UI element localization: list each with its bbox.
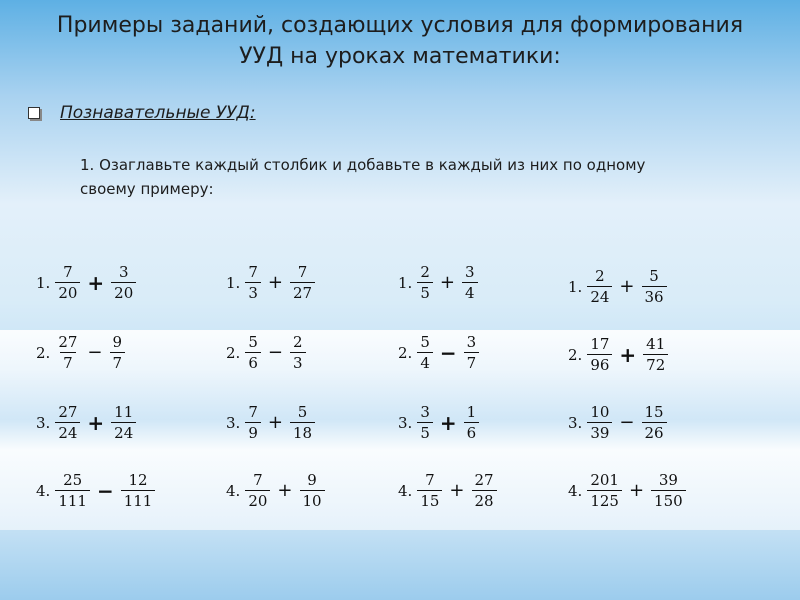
numerator: 2 — [595, 267, 605, 285]
example-c1-1 — [36, 262, 139, 303]
example-c3-3 — [398, 402, 482, 443]
fraction — [587, 334, 612, 375]
example-c1-2 — [36, 332, 128, 373]
operator: − — [87, 342, 103, 363]
numerator: 1 — [466, 403, 477, 421]
fraction — [110, 332, 126, 373]
fraction — [300, 470, 325, 511]
numerator: 3 — [118, 263, 129, 281]
numerator: 5 — [297, 403, 308, 421]
fraction — [651, 470, 686, 511]
operator: − — [619, 412, 635, 433]
fraction — [55, 332, 80, 373]
numerator: 7 — [425, 471, 435, 489]
operator: + — [267, 412, 283, 433]
example-c4-2 — [568, 334, 671, 375]
title-line-1: Примеры заданий, создающих условия для формирования — [56, 13, 744, 38]
denominator: 28 — [472, 490, 497, 511]
fraction — [462, 262, 478, 303]
example-c3-4 — [398, 470, 500, 511]
fraction — [55, 262, 80, 303]
checkbox-bullet-icon — [28, 107, 40, 119]
fraction — [642, 266, 667, 307]
task-text — [80, 153, 760, 201]
operator: − — [267, 342, 283, 363]
fraction — [472, 470, 497, 511]
numerator: 5 — [420, 333, 430, 351]
denominator: 6 — [464, 422, 480, 443]
fraction — [417, 332, 433, 373]
operator: + — [619, 276, 635, 297]
example-number: 4. — [36, 481, 51, 500]
denominator: 20 — [245, 490, 270, 511]
numerator: 27 — [58, 333, 78, 351]
fraction — [55, 402, 80, 443]
denominator: 10 — [300, 490, 325, 511]
denominator: 150 — [651, 490, 686, 511]
example-c3-2 — [398, 332, 482, 373]
numerator: 27 — [474, 471, 494, 489]
example-number: 4. — [398, 481, 413, 500]
example-c1-3 — [36, 402, 139, 443]
example-number: 2. — [226, 343, 241, 362]
example-number: 3. — [36, 413, 51, 432]
numerator: 3 — [464, 263, 475, 281]
denominator: 20 — [55, 282, 80, 303]
example-c3-1 — [398, 262, 481, 303]
numerator: 5 — [248, 333, 258, 351]
denominator: 72 — [643, 354, 668, 375]
operator: + — [619, 342, 637, 367]
example-c4-1 — [568, 266, 670, 307]
example-number: 1. — [36, 273, 51, 292]
operator: + — [277, 480, 293, 501]
numerator: 2 — [420, 263, 430, 281]
numerator: 41 — [646, 335, 666, 353]
fraction — [245, 470, 270, 511]
example-c1-4 — [36, 470, 158, 511]
example-number: 3. — [398, 413, 413, 432]
numerator: 201 — [590, 471, 619, 489]
fraction — [587, 266, 612, 307]
operator: + — [267, 272, 283, 293]
numerator: 5 — [649, 267, 659, 285]
fraction — [111, 402, 136, 443]
section-heading — [28, 103, 256, 123]
fraction — [245, 332, 261, 373]
denominator: 36 — [642, 286, 667, 307]
numerator: 7 — [297, 263, 308, 281]
denominator: 24 — [111, 422, 136, 443]
numerator: 7 — [253, 471, 263, 489]
numerator: 15 — [644, 403, 664, 421]
example-c2-4 — [226, 470, 328, 511]
example-c2-2 — [226, 332, 309, 373]
example-number: 2. — [36, 343, 51, 362]
task-line-2: своему примеру: — [80, 180, 214, 198]
task-line-1: 1. Озаглавьте каждый столбик и добавьте в каждый из них по одному — [80, 156, 646, 174]
operator: + — [439, 410, 457, 435]
example-number: 2. — [568, 345, 583, 364]
numerator: 7 — [248, 263, 258, 281]
fraction — [587, 470, 622, 511]
operator: + — [87, 410, 105, 435]
page-title — [0, 10, 800, 72]
example-number: 1. — [568, 277, 583, 296]
denominator: 39 — [587, 422, 612, 443]
fraction — [587, 402, 612, 443]
denominator: 9 — [245, 422, 261, 443]
operator: − — [439, 340, 457, 365]
fraction — [464, 402, 480, 443]
example-number: 4. — [568, 481, 583, 500]
denominator: 24 — [587, 286, 612, 307]
fraction — [290, 262, 315, 303]
operator: + — [628, 480, 645, 501]
section-label: Познавательные УУД: — [60, 103, 256, 123]
example-c4-3 — [568, 402, 670, 443]
fraction — [290, 402, 315, 443]
numerator: 25 — [63, 471, 83, 489]
fraction — [417, 470, 442, 511]
example-c2-1 — [226, 262, 318, 303]
fraction — [417, 402, 433, 443]
denominator: 111 — [121, 490, 156, 511]
denominator: 20 — [111, 282, 136, 303]
numerator: 7 — [248, 403, 258, 421]
example-number: 2. — [398, 343, 413, 362]
denominator: 4 — [462, 282, 478, 303]
operator: + — [439, 272, 455, 293]
example-number: 1. — [226, 273, 241, 292]
operator: + — [87, 270, 105, 295]
fraction — [55, 470, 90, 511]
denominator: 4 — [417, 352, 433, 373]
numerator: 11 — [114, 403, 134, 421]
fraction — [417, 262, 433, 303]
example-c4-4 — [568, 470, 689, 511]
numerator: 3 — [420, 403, 430, 421]
fraction — [121, 470, 156, 511]
numerator: 3 — [466, 333, 477, 351]
fraction — [290, 332, 306, 373]
example-number: 3. — [226, 413, 241, 432]
numerator: 27 — [58, 403, 78, 421]
numerator: 9 — [307, 471, 317, 489]
denominator: 24 — [55, 422, 80, 443]
denominator: 111 — [55, 490, 90, 511]
title-line-2: УУД на уроках математики: — [239, 44, 561, 69]
fraction — [464, 332, 480, 373]
denominator: 5 — [417, 422, 433, 443]
denominator: 5 — [417, 282, 433, 303]
example-number: 1. — [398, 273, 413, 292]
operator: − — [96, 478, 114, 503]
fraction — [643, 334, 668, 375]
numerator: 7 — [63, 263, 73, 281]
denominator: 96 — [587, 354, 612, 375]
fraction — [245, 262, 261, 303]
denominator: 7 — [464, 352, 480, 373]
fraction — [642, 402, 667, 443]
numerator: 17 — [590, 335, 610, 353]
numerator: 9 — [112, 333, 123, 351]
denominator: 27 — [290, 282, 315, 303]
operator: + — [449, 480, 465, 501]
denominator: 125 — [587, 490, 622, 511]
denominator: 7 — [60, 352, 76, 373]
numerator: 2 — [292, 333, 303, 351]
example-number: 3. — [568, 413, 583, 432]
fraction — [111, 262, 136, 303]
denominator: 15 — [417, 490, 442, 511]
fraction — [245, 402, 261, 443]
numerator: 12 — [128, 471, 148, 489]
numerator: 39 — [658, 471, 678, 489]
denominator: 26 — [642, 422, 667, 443]
example-c2-3 — [226, 402, 318, 443]
denominator: 3 — [245, 282, 261, 303]
denominator: 3 — [290, 352, 306, 373]
numerator: 10 — [590, 403, 610, 421]
denominator: 7 — [110, 352, 126, 373]
denominator: 18 — [290, 422, 315, 443]
example-number: 4. — [226, 481, 241, 500]
denominator: 6 — [245, 352, 261, 373]
